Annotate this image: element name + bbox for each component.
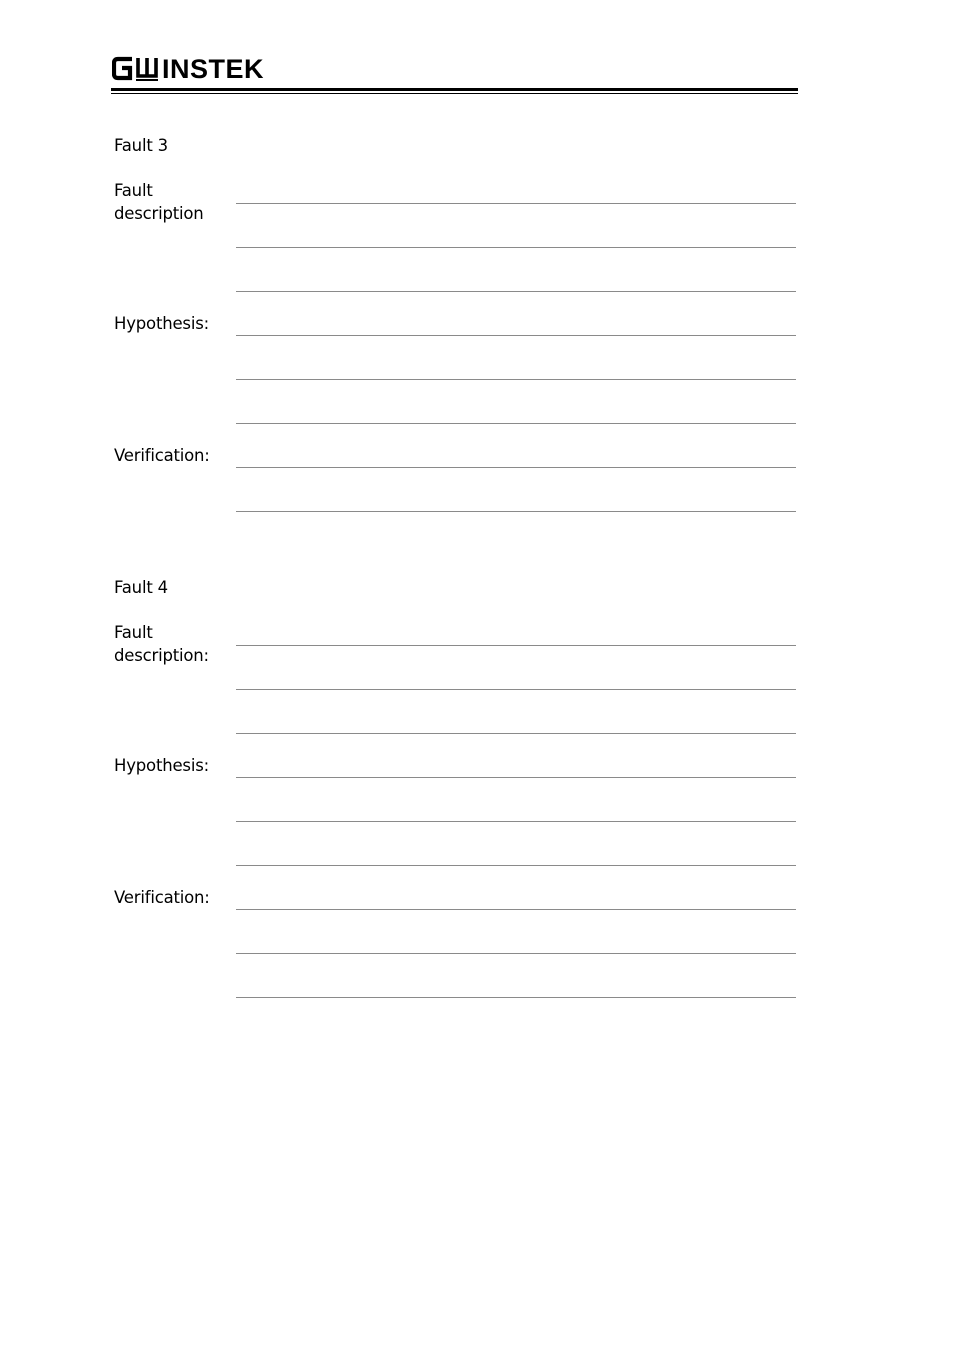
fault-3-hypothesis-label: Hypothesis: xyxy=(114,314,209,333)
fault-3-title: Fault 3 xyxy=(114,136,168,155)
fault-3-description-label xyxy=(114,179,204,225)
fault-3-hypothesis-line-2[interactable] xyxy=(236,379,796,380)
fault-3-description-line-1[interactable] xyxy=(236,203,796,204)
fault-4-description-line-2[interactable] xyxy=(236,689,796,690)
fault-3-hypothesis-line-3[interactable] xyxy=(236,423,796,424)
fault-3-description-line-3[interactable] xyxy=(236,291,796,292)
fault-4-description-line-1[interactable] xyxy=(236,645,796,646)
fault-4-verification-label: Verification: xyxy=(114,888,210,907)
gw-instek-logo-graphic xyxy=(112,55,276,81)
fault-4-description-label xyxy=(114,621,209,667)
fault-4-description-line-3[interactable] xyxy=(236,733,796,734)
svg-text:INSTEK: INSTEK xyxy=(162,55,265,81)
gw-instek-logo xyxy=(112,55,276,81)
fault-4-hypothesis-line-2[interactable] xyxy=(236,821,796,822)
fault-3-description-line-2[interactable] xyxy=(236,247,796,248)
fault-3-verification-line-1[interactable] xyxy=(236,467,796,468)
header-rule xyxy=(111,88,798,91)
header-rule-thin xyxy=(111,93,798,94)
fault-4-hypothesis-line-3[interactable] xyxy=(236,865,796,866)
fault-4-verification-line-1[interactable] xyxy=(236,909,796,910)
fault-3-hypothesis-line-1[interactable] xyxy=(236,335,796,336)
fault-4-title: Fault 4 xyxy=(114,578,168,597)
fault-4-description-label-line2: description: xyxy=(114,646,209,665)
fault-3-description-label-line1: Fault xyxy=(114,181,153,200)
fault-4-hypothesis-line-1[interactable] xyxy=(236,777,796,778)
fault-4-verification-line-2[interactable] xyxy=(236,953,796,954)
fault-4-hypothesis-label: Hypothesis: xyxy=(114,756,209,775)
fault-3-description-label-line2: description xyxy=(114,204,204,223)
fault-4-description-label-line1: Fault xyxy=(114,623,153,642)
fault-4-verification-line-3[interactable] xyxy=(236,997,796,998)
fault-3-verification-label: Verification: xyxy=(114,446,210,465)
fault-3-verification-line-2[interactable] xyxy=(236,511,796,512)
